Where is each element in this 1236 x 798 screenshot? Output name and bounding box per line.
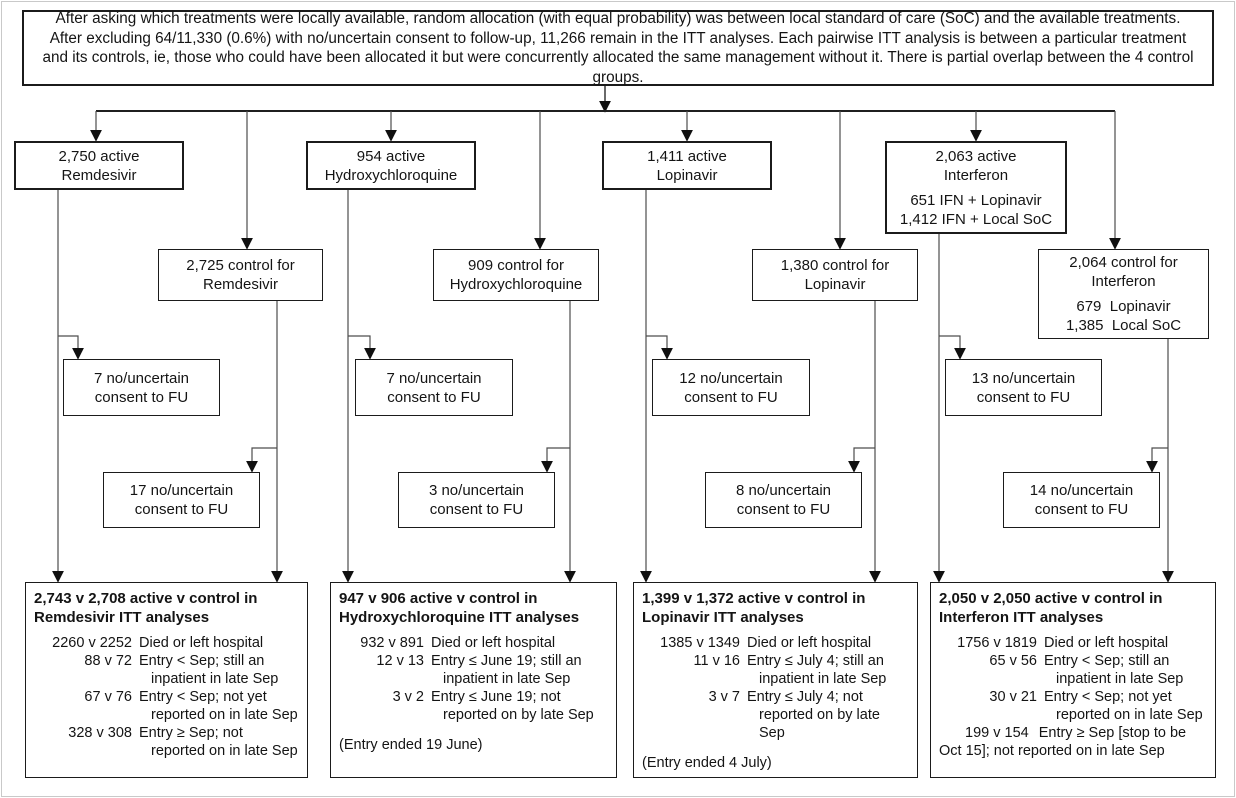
itt-row: 3 v 7 Entry ≤ July 4; not reported on by late Sep (708, 689, 880, 741)
itt-row: 932 v 891 Died or left hospital (360, 635, 556, 651)
itt-title-line2: Lopinavir ITT analyses (642, 609, 804, 626)
itt-row: 3 v 2 Entry ≤ June 19; not reported on by late Sep (392, 689, 594, 723)
control-interferon-count: 2,064 control for (1069, 254, 1178, 271)
itt-title (339, 589, 608, 627)
itt-remdesivir-box (25, 582, 308, 778)
exclusion-count: 3 no/uncertain (428, 482, 525, 499)
control-interferon-detail-2: 1,385 Local SoC (1065, 317, 1182, 334)
control-interferon-box (1038, 249, 1209, 339)
itt-outcome-rows (34, 634, 299, 760)
exclusion-count: 13 no/uncertain (971, 369, 1076, 387)
exclusion-count: 7 no/uncertain (386, 369, 482, 387)
itt-row-stopped-entry: 199 v 154 Entry ≥ Sep [stop to be Oct 15]; not reported on in late Sep (939, 725, 1187, 759)
active-interferon-count: 2,063 active (935, 147, 1017, 165)
active-interferon-label: Interferon (943, 166, 1009, 184)
active-remdesivir-box (14, 141, 184, 190)
exclusion-lopinavir-control-box (705, 472, 862, 528)
control-interferon-label: Interferon (1091, 273, 1156, 290)
itt-entry-end-note: (Entry ended 19 June) (339, 737, 483, 753)
exclusion-label: consent to FU (736, 501, 831, 518)
active-lopinavir-count: 1,411 active (647, 147, 727, 165)
active-interferon-detail-2: 1,412 IFN + Local SoC (899, 210, 1053, 228)
active-remdesivir-count: 2,750 active (58, 147, 140, 165)
active-hydroxychloroquine-label: Hydroxychloroquine (324, 166, 458, 184)
itt-row: 65 v 56 Entry < Sep; still an inpatient in late Sep (989, 653, 1184, 687)
exclusion-remdesivir-active-box (63, 359, 220, 416)
active-hydroxychloroquine-count: 954 active (356, 147, 426, 165)
control-lopinavir-box (752, 249, 918, 301)
control-remdesivir-label: Remdesivir (202, 276, 278, 293)
exclusion-interferon-control-box (1003, 472, 1160, 528)
itt-title (939, 589, 1207, 627)
control-remdesivir-count: 2,725 control for (186, 257, 295, 274)
itt-title (642, 589, 909, 627)
itt-title (34, 589, 299, 627)
exclusion-hydroxychloroquine-active-box (355, 359, 513, 416)
exclusion-count: 12 no/uncertain (679, 369, 783, 387)
exclusion-label: consent to FU (684, 388, 778, 406)
exclusion-hydroxychloroquine-control-box (398, 472, 555, 528)
active-lopinavir-label: Lopinavir (656, 166, 718, 184)
itt-title-line2: Hydroxychloroquine ITT analyses (339, 609, 580, 626)
exclusion-label: consent to FU (429, 501, 524, 518)
control-hydroxychloroquine-box (433, 249, 599, 301)
itt-lopinavir-box (633, 582, 918, 778)
allocation-note-box: After asking which treatments were locally available, random allocation (with equal probability) was between local standard of care (SoC) and the available treatments. After excluding 64/11,330 (0.6%) with no/uncertain consent to follow-up, 11,266 remain in the ITT analyses. Each pairwise ITT analysis is between a particular treatment and its controls, ie, those who could have been allocated it but were concurrently allocated the same management without it. There is partial overlap between the 4 control groups. (22, 10, 1214, 86)
itt-title-line1: 1,399 v 1,372 active v control in (642, 590, 866, 607)
itt-row: 11 v 16 Entry ≤ July 4; still an inpatient in late Sep (693, 653, 887, 687)
itt-row: 1385 v 1349 Died or left hospital (660, 635, 872, 651)
exclusion-lopinavir-active-box (652, 359, 810, 416)
itt-row: 88 v 72 Entry < Sep; still an inpatient in late Sep (84, 653, 279, 687)
itt-row: 328 v 308 Entry ≥ Sep; not reported on in late Sep (68, 725, 298, 759)
itt-interferon-box (930, 582, 1216, 778)
itt-row: 67 v 76 Entry < Sep; not yet reported on in late Sep (84, 689, 298, 723)
itt-title-line1: 947 v 906 active v control in (339, 590, 538, 607)
itt-title-line1: 2,050 v 2,050 active v control in (939, 590, 1163, 607)
itt-hydroxychloroquine-box (330, 582, 617, 778)
exclusion-count: 7 no/uncertain (93, 369, 190, 387)
exclusion-label: consent to FU (134, 501, 229, 518)
itt-outcome-rows (339, 634, 608, 724)
itt-row: 30 v 21 Entry < Sep; not yet reported on in late Sep (989, 689, 1203, 723)
itt-row: 2260 v 2252 Died or left hospital (52, 635, 264, 651)
exclusion-label: consent to FU (94, 388, 189, 406)
active-interferon-detail-1: 651 IFN + Lopinavir (910, 191, 1042, 209)
control-lopinavir-label: Lopinavir (804, 276, 866, 293)
itt-outcome-rows (642, 634, 909, 742)
control-interferon-detail-1: 679 Lopinavir (1076, 298, 1171, 315)
exclusion-label: consent to FU (976, 388, 1071, 406)
itt-row: 12 v 13 Entry ≤ June 19; still an inpatient in late Sep (376, 653, 582, 687)
exclusion-remdesivir-control-box (103, 472, 260, 528)
active-hydroxychloroquine-box (306, 141, 476, 190)
exclusion-count: 17 no/uncertain (129, 482, 234, 499)
itt-title-line2: Interferon ITT analyses (939, 609, 1104, 626)
control-hydroxychloroquine-count: 909 control for (468, 257, 564, 274)
active-lopinavir-box (602, 141, 772, 190)
active-remdesivir-label: Remdesivir (61, 166, 137, 184)
exclusion-label: consent to FU (387, 388, 481, 406)
itt-entry-end-note: (Entry ended 4 July) (642, 755, 772, 771)
exclusion-count: 14 no/uncertain (1029, 482, 1134, 499)
control-hydroxychloroquine-label: Hydroxychloroquine (449, 276, 583, 293)
itt-title-line1: 2,743 v 2,708 active v control in (34, 590, 258, 607)
exclusion-interferon-active-box (945, 359, 1102, 416)
control-remdesivir-box (158, 249, 323, 301)
exclusion-label: consent to FU (1034, 501, 1129, 518)
itt-outcome-rows (939, 634, 1207, 760)
itt-row: 1756 v 1819 Died or left hospital (957, 635, 1169, 651)
control-lopinavir-count: 1,380 control for (780, 257, 890, 274)
active-interferon-box (885, 141, 1067, 234)
itt-title-line2: Remdesivir ITT analyses (34, 609, 210, 626)
exclusion-count: 8 no/uncertain (735, 482, 832, 499)
